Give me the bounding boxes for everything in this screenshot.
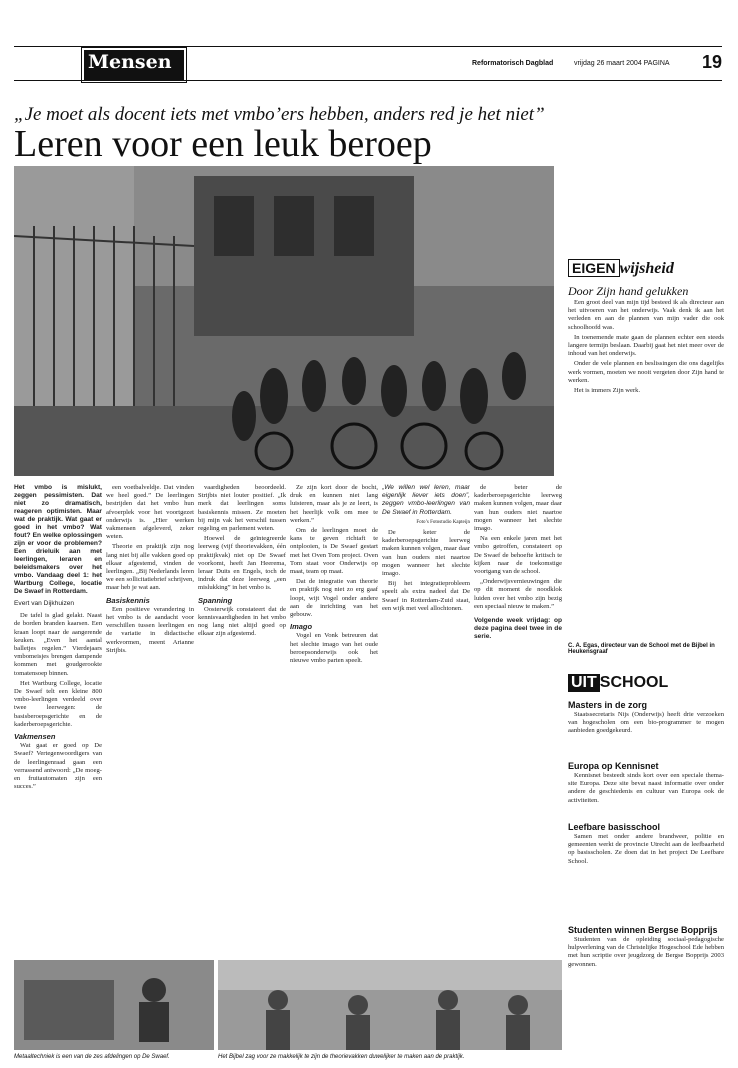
header-bottom-rule [14, 80, 722, 81]
subhead-4: Imago [290, 622, 313, 632]
subhead-1: Vakmensen [14, 732, 56, 742]
uit-item-2-body: Kennisnet besteedt sinds kort over een speciale thema-site Europa. Deze site bevat naast informatie over onder andere de geschiedenis en cultuur van Europa ook de activiteiten. [568, 772, 724, 804]
article-column-6: de beter de kaderberoepsgerichte leerweg maken kunnen volgen, maar daar van hun ouders niet naartoe mogen wanneer het slechte imago. Na een enkele jaren met het vmbo getroffen, constateert op De Swaef de behoefte kritisch te kijken naar de toekomstige voortgang van de school. „Onderwijsvernieuwingen die op dit moment de noodklok luiden over het vmbo zijn bezig een speciaal nieuw te maken.” Volgende week vrijdag: op deze pagina deel twee in de serie. [474, 484, 562, 641]
uit-school-column [568, 696, 724, 1058]
photo-credit: Foto’s Fotostudio Kapteijn [416, 519, 470, 525]
eigen-logo-word: EIGEN [568, 259, 620, 277]
bottom-photo-left [14, 960, 214, 1050]
section-label: Mensen [88, 51, 172, 73]
uit-school-logo [568, 672, 724, 692]
uit-item-1-title: Masters in de zorg [568, 700, 648, 710]
article-column-1: Het vmbo is mislukt, zeggen pessimisten. Dat niet zo dramatisch, reageren optimisten. Maar wat de praktijk. Wat gaat er goed in het vmbo? Wat fout? En welke oplossingen zijn er voor de problemen? Een drieluik aan met leerlingen, leraren en beleidsmakers over het vmbo. Vandaag deel 1: het Wartburg College, locatie De Swaef in Rotterdam. Evert van Dijkhuizen De tafel is glad gelakt. Naast de borden branden kaarsen. Een kraan loopt naar de aangerende keuken. „Even het aantal balletjes regelen.” Vierdejaars vmbomeisjes brengen dampende kommen met goudgerookte tomatensoep binnen. Het Wartburg College, locatie De Swaef telt een kleine 800 vmbo-leerlingen verdeeld over twee leerwegen: de basisberoepsgerichte en de kaderberoepsgerichte. Vakmensen Wat gaat er goed op De Swaef? Vertegenwoordigers van de leerlingenraad gaan een verrassend antwoord: „De moeg- en fruitautomaten zijn een succes.” [14, 484, 102, 791]
uit-item-2-title: Europa op Kennisnet [568, 761, 659, 771]
article-headline: Leren voor een leuk beroep [14, 123, 432, 165]
bottom-photo-right-image [218, 960, 562, 1050]
pull-quote: Volgende week vrijdag: op deze pagina deel twee in de serie. [474, 617, 562, 641]
article-intro: Het vmbo is mislukt, zeggen pessimisten. Dat niet zo dramatisch, reageren optimisten. Maar wat de praktijk. Wat gaat er goed in het vmbo? Wat fout? En welke oplossingen zijn er voor de problemen? Een drieluik aan met leerlingen, leraren en beleidsmakers over het vmbo. Vandaag deel 1: het Wartburg College, locatie De Swaef in Rotterdam. [14, 484, 102, 595]
eigen-author: C. A. Egas, directeur van de School met de Bijbel in Heukensgraaf [568, 643, 715, 655]
eigen-wijsheid-logo [568, 258, 724, 278]
uit-item-4-title: Studenten winnen Bergse Bopprijs [568, 925, 718, 935]
page-date: vrijdag 26 maart 2004 PAGINA [574, 60, 670, 67]
subhead-3: Spanning [198, 595, 233, 605]
subhead-2: Basiskennis [106, 595, 150, 605]
header-top-rule [14, 46, 722, 47]
photo-caption: „We willen wel leren, maar eigenlijk liever iets doen”, zeggen vmbo-leerlingen van De Swaef in Rotterdam. [382, 484, 470, 516]
article-byline: Evert van Dijkhuizen [14, 600, 75, 607]
eigen-body: Een groot deel van mijn tijd besteed ik als directeur aan het uitvoeren van het onderwijs. Vaak denk ik aan het verleden en aan de plannen van mijn vader die ook schoolhoofd was. In toenemende mate gaan de plannen echter een steeds langere termijn beslaan. Daarbij gaat het niet meer over de inhoud van het onderwijs. Onder de vele plannen en beslissingen die ons dagelijks werk vormen, moeten we nooit vergeten door Zijn hand te werken. Het is immers Zijn werk. [568, 299, 724, 395]
main-photo-image [14, 166, 554, 476]
article-kicker: „Je moet als docent iets met vmbo’ers hebben, anders red je het niet” [14, 104, 545, 125]
article-column-4: Ze zijn kort door de bocht, druk en kunnen niet lang luisteren, maar als je ze leert, is het heerlijk volk om mee te werken.” Om de leerlingen moet de kans te geven richtaft te ontplooien, is De Swaef gestart met het Oven Tom project. Oven Tom staat voor Onderwijs op maat, team op maat. Dat de integratie van theorie en praktijk nog niet zo erg gaaf loopt, wijt Vogel onder andere aan de inrichting van het gebouw. Imago Vogel en Vonk betreuren dat het slechte imago van het oude beroepsonderwijs ook het nieuwe vmbo parten speelt. [290, 484, 378, 665]
bottom-caption-left: Metaaltechniek is een van de zes afdelingen op De Swaef. [14, 1054, 170, 1060]
eigen-title: Door Zijn hand gelukken [568, 284, 689, 298]
article-column-3: vaardigheden beoordeeld. Strijbis niet louter positief. „Ik merk dat leerlingen soms basiskennis missen. Ze moeten bij mijn vak het verschil tussen regeling en parlement weten. Hoewel de geïntegreerde leerweg (vijf theorievakken, één praktijkvak) niet op De Swaef voorkomt, heeft Jan Heerema, leraar Duits en Engels, toch de indruk dat deze leerweg „een mislukking” in het vmbo is. Spanning Oosterwijk constateert dat de kennisvaardigheden in het vmbo nog lang niet altijd goed op elkaar zijn afgestemd. [198, 484, 286, 638]
main-photo [14, 166, 554, 476]
article-column-5: „We willen wel leren, maar eigenlijk liever iets doen”, zeggen vmbo-leerlingen van De Swaef in Rotterdam. Foto’s Fotostudio Kapteijn De keter de kaderberoepsgerichte leerweg maken kunnen volgen, maar daar van hun ouders niet naartoe mogen wanneer het slechte imago. Bij het integratieprobleem speelt als extra nadeel dat De Swaef in Rotterdam-Zuid staat, een wijk met veel allochtonen. [382, 484, 470, 612]
uit-logo-word: UIT [568, 674, 600, 692]
school-logo-word: SCHOOL [599, 674, 669, 691]
article-column-2: een voetbalveldje. Dat vinden we heel goed.” De leerlingen bestrijden dat het vmbo hun afvoerplek voor het voortgezet onderwijs is. „Hier werken vakmensen afgeleverd, zeker weten. Theorie en praktijk zijn nog lang niet bij alle vakken goed op elkaar afgestemd, vinden de leerlingen. „Bij Nederlands leren we een sollicitatiebrief schrijven, maar heb je wat aan. Basiskennis Een positieve verandering in het vmbo is de aandacht voor verschillen tussen leerlingen en de variatie in didactische werkvormen, meent Arianne Strijbis. [106, 484, 194, 654]
bottom-caption-right: Het Bijbel zag voor ze makkelijk te zijn de theorievakken duwelijker te maken aan de praktijk. [218, 1054, 465, 1060]
eigen-wijsheid-column [568, 284, 724, 670]
uit-item-3-title: Leefbare basisschool [568, 822, 661, 832]
bottom-photo-left-image [14, 960, 214, 1050]
page-number: 19 [696, 52, 722, 76]
uit-item-4-body: Studenten van de opleiding sociaal-pedagogische hulpverlening van de Christelijke Hogeschool Ede hebben met hun scriptie over jeugdzorg de Bergse Bopprijs 2003 gewonnen. [568, 936, 724, 968]
uit-item-3-body: Samen met onder andere brandweer, politie en gemeenten werkt de provincie Utrecht aan de leefbaarheid op basisscholen. Ze doen dat in het project De Leefbare School. [568, 833, 724, 865]
paper-name: Reformatorisch Dagblad [472, 60, 554, 67]
bottom-photo-right [218, 960, 562, 1050]
wijsheid-logo-word: wijsheid [619, 260, 674, 277]
page-header [0, 0, 738, 82]
uit-item-1-body: Staatssecretaris Nijs (Onderwijs) heeft drie verzoeken van hogescholen om een bio-programmer te mogen aanbieden goedgekeurd. [568, 711, 724, 735]
